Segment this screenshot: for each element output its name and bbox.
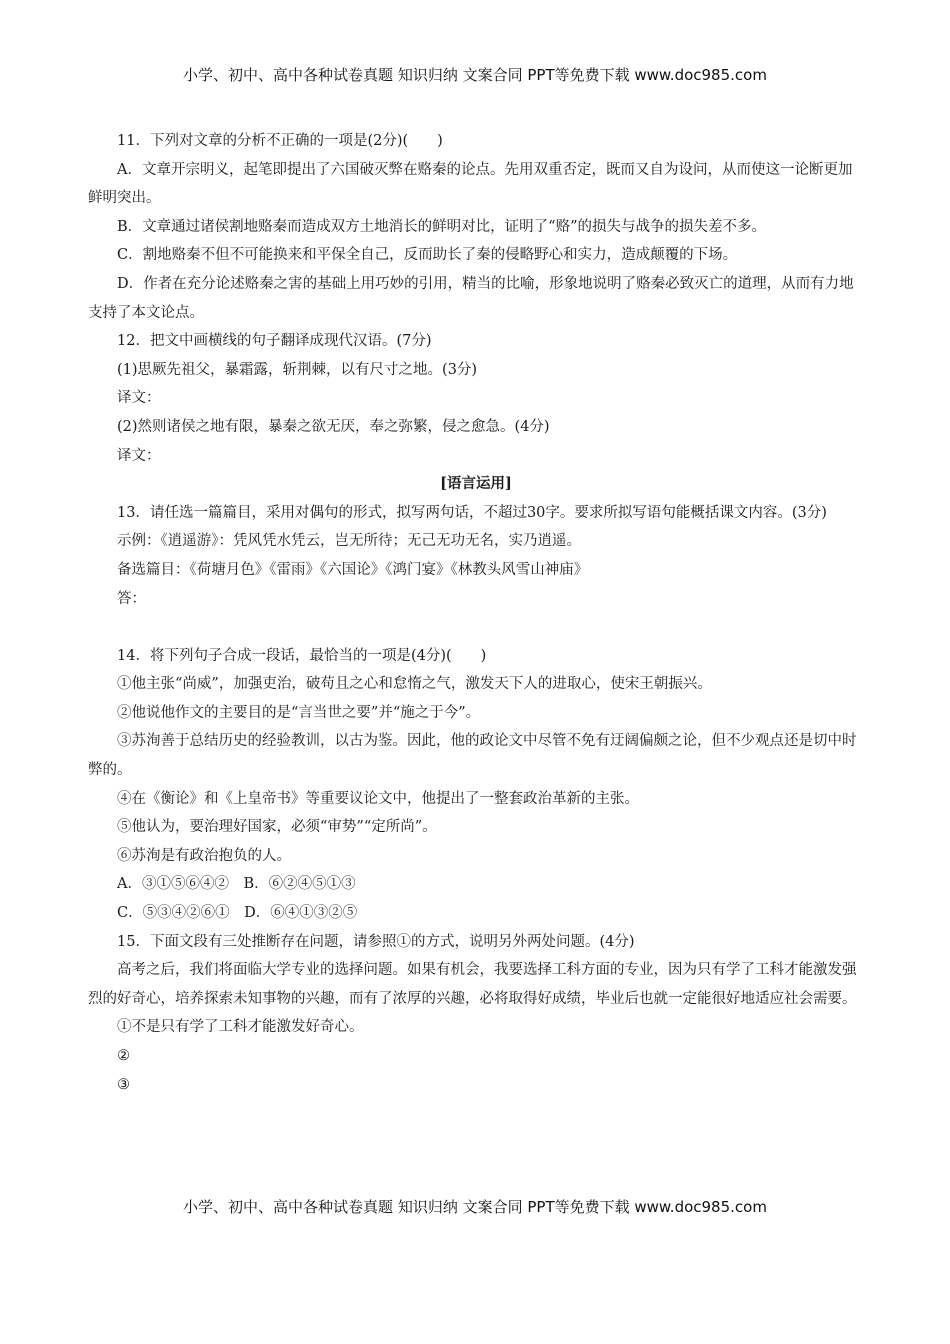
answer-space — [88, 613, 864, 642]
q15-answer-1: ①不是只有学了工科才能激发好奇心。 — [117, 1019, 364, 1036]
q14-sentence-6: ⑥苏洵是有政治抱负的人。 — [117, 847, 291, 864]
q13-options: 备选篇目：《荷塘月色》《雷雨》《六国论》《鸿门宴》《林教头风雪山神庙》 — [117, 561, 589, 578]
q11-option-c: C．割地赂秦不但不可能换来和平保全自己，反而助长了秦的侵略野心和实力，造成颠覆的下场。 — [117, 247, 738, 264]
q15-answer-3: ③ — [117, 1076, 130, 1093]
q15-answer-2: ② — [117, 1048, 130, 1064]
q12-stem: 12．把文中画横线的句子翻译成现代汉语。(7分) — [117, 333, 432, 350]
q14-options-ab: A．③①⑤⑥④② B．⑥②④⑤①③ — [117, 876, 356, 893]
q12-translation-1: 译文： — [117, 390, 161, 407]
q13-stem: 13．请任选一篇篇目，采用对偶句的形式，拟写两句话，不超过30字。要求所拟写语句能概括课文内容。(3分) — [117, 504, 827, 521]
q12-sentence-1: (1)思厥先祖父，暴霜露，斩荆棘，以有尺寸之地。(3分) — [117, 361, 478, 378]
q14-stem: 14．将下列句子合成一段话，最恰当的一项是(4分)( ) — [117, 647, 487, 664]
q11-option-d: D．作者在充分论述赂秦之害的基础上用巧妙的引用，精当的比喻，形象地说明了赂秦必致灭亡的道理，从而有力地支持了本文论点。 — [88, 275, 854, 321]
q14-options-cd: C．⑤③④②⑥① D．⑥④①③②⑤ — [117, 905, 358, 922]
q14-sentence-1: ①他主张“尚威”，加强吏治，破苟且之心和怠惰之气，激发天下人的进取心，使宋王朝振兴。 — [117, 676, 712, 693]
q14-sentence-3: ③苏洵善于总结历史的经验教训，以古为鉴。因此，他的政论文中尽管不免有迂阔偏颇之论，但不少观点还是切中时弊的。 — [88, 733, 857, 779]
q14-sentence-4: ④在《衡论》和《上皇帝书》等重要议论文中，他提出了一整套政治革新的主张。 — [117, 790, 639, 807]
q11-option-b: B．文章通过诸侯割地赂秦而造成双方土地消长的鲜明对比，证明了“赂”的损失与战争的损失差不多。 — [117, 218, 766, 235]
q13-example: 示例：《逍遥游》：凭风凭水凭云，岂无所待；无己无功无名，实乃逍遥。 — [117, 533, 581, 550]
q14-sentence-2: ②他说他作文的主要目的是“言当世之要”并“施之于今”。 — [117, 704, 481, 721]
q13-answer: 答： — [117, 590, 146, 607]
exam-content — [88, 127, 864, 1099]
section-title: [语言运用] — [440, 475, 512, 493]
q11-option-a: A．文章开宗明义，起笔即提出了六国破灭弊在赂秦的论点。先用双重否定，既而又自为设问，从而使这一论断更加鲜明突出。 — [88, 161, 853, 207]
q12-translation-2: 译文： — [117, 447, 161, 464]
q15-passage: 高考之后，我们将面临大学专业的选择问题。如果有机会，我要选择工科方面的专业，因为只有学了工科才能激发强烈的好奇心，培养探索未知事物的兴趣，而有了浓厚的兴趣，必将取得好成绩，毕业后也就一定能很好地适应社会需要。 — [88, 962, 857, 1007]
q14-sentence-5: ⑤他认为，要治理好国家，必须“审势”“定所尚”。 — [117, 819, 437, 836]
page-header: 小学、初中、高中各种试卷真题 知识归纳 文案合同 PPT等免费下载 www.doc985.com — [183, 66, 767, 84]
page-footer: 小学、初中、高中各种试卷真题 知识归纳 文案合同 PPT等免费下载 www.doc985.com — [183, 1198, 767, 1216]
q15-stem: 15．下面文段有三处推断存在问题，请参照①的方式，说明另外两处问题。(4分) — [117, 933, 635, 950]
q12-sentence-2: (2)然则诸侯之地有限，暴秦之欲无厌，奉之弥繁，侵之愈急。(4分) — [117, 418, 550, 435]
q11-stem: 11．下列对文章的分析不正确的一项是(2分)( ) — [117, 133, 443, 149]
